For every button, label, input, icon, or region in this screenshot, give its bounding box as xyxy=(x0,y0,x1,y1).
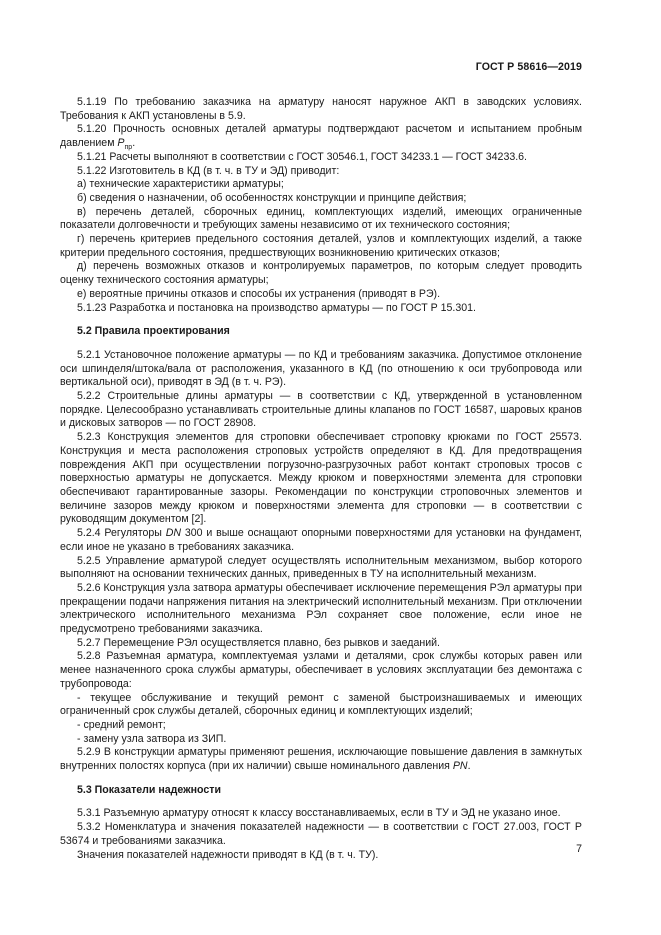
clause-5-2-7: 5.2.7 Перемещение РЭл осуществляется плавно, без рывков и заеданий. xyxy=(77,636,440,649)
clause-5-3-2: 5.3.2 Номенклатура и значения показателей надежности — в соответствии с ГОСТ 27.003, ГОСТ Р 53674 и требованиями заказчика. xyxy=(60,821,582,847)
standard-designation: ГОСТ Р 58616—2019 xyxy=(475,61,582,73)
list-item-b: б) сведения о назначении, об особенностях конструкции и принципе действия; xyxy=(77,191,467,204)
list-item-v: в) перечень деталей, сборочных единиц, комплектующих изделий, имеющих ограниченные показатели долговечности и требующих замены независимо от их технического состояния; xyxy=(60,205,582,232)
clause-5-2-2: 5.2.2 Строительные длины арматуры — в соответствии с КД, утвержденной в установленном порядке. Целесообразно устанавливать строительные длины клапанов по ГОСТ 16587, шаровых кранов и дисковых затворов — по ГОСТ 28908. xyxy=(60,390,582,430)
clause-5-2-3: 5.2.3 Конструкция элементов для строповки обеспечивает строповку крюками по ГОСТ 25573. Конструкция и места расположения строповых устройств определяют в КД. Для предотвращения повреждения АКП при осуществлении погрузочно-разгрузочных работ контакт строповых тросов с поверхностью арматуры не допускается. Между крюком и поверхностями элемента для строповки обеспечивают гарантированные зазоры. Рекомендации по конструкции строповочных элементов и величине зазоров между крюком и поверхностями элемента для строповки — в соответствии с руководящим документом [2]. xyxy=(60,431,582,526)
clause-5-1-20 xyxy=(60,123,582,150)
clause-text-end: 300 и выше оснащают опорными поверхностями для установки на фундамент, если иное не указано в требованиях заказчика. xyxy=(60,527,583,553)
dash-item-3: - замену узла затвора из ЗИП. xyxy=(77,732,227,745)
pressure-subscript: пр xyxy=(124,144,133,152)
clause-5-3-1: 5.3.1 Разъемную арматуру относят к классу восстанавливаемых, если в ТУ и ЭД не указано иное. xyxy=(77,807,561,820)
clause-text-end: . xyxy=(467,760,471,773)
dash-item-1: - текущее обслуживание и текущий ремонт с заменой быстроизнашиваемых и имеющих ограниченный срок службы деталей, сборочных единиц и комплектующих изделий; xyxy=(60,691,582,718)
clause-text: 5.1.20 Прочность основных деталей арматуры подтверждают расчетом и испытанием пробным давлением xyxy=(60,123,582,150)
clause-text: 5.2.9 В конструкции арматуры применяют решения, исключающие повышение давления в замкнутых внутренних полостях корпуса (при их наличии) свыше номинального давления xyxy=(60,746,582,773)
clause-5-1-21: 5.1.21 Расчеты выполняют в соответствии с ГОСТ 30546.1, ГОСТ 34233.1 — ГОСТ 34233.6. xyxy=(77,150,528,163)
dn-symbol: DN xyxy=(165,527,182,540)
list-item-g: г) перечень критериев предельного состояния деталей, узлов и комплектующих изделий, а также критерии предельного состояния, предшествующих возникновению критических отказов; xyxy=(60,233,582,259)
clause-5-1-22: 5.1.22 Изготовитель в КД (в т. ч. в ТУ и ЭД) приводит: xyxy=(77,164,340,177)
page-number: 7 xyxy=(576,843,582,855)
document-body xyxy=(60,96,582,862)
clause-text: 5.2.4 Регуляторы xyxy=(77,527,166,540)
clause-5-2-4 xyxy=(60,527,582,554)
clause-text-end: . xyxy=(132,137,136,150)
section-heading-5-3: 5.3 Показатели надежности xyxy=(77,783,221,796)
clause-5-1-23: 5.1.23 Разработка и постановка на производство арматуры — по ГОСТ Р 15.301. xyxy=(77,301,476,314)
list-item-e: е) вероятные причины отказов и способы их устранения (приводят в РЭ). xyxy=(77,287,441,300)
clause-5-1-19: 5.1.19 По требованию заказчика на арматуру наносят наружное АКП в заводских условиях. Требования к АКП установлены в 5.9. xyxy=(60,96,582,122)
list-item-d: д) перечень возможных отказов и контролируемых параметров, по которым следует проводить оценку технического состояния арматуры; xyxy=(60,260,582,287)
clause-5-2-8: 5.2.8 Разъемная арматура, комплектуемая узлами и деталями, срок службы которых равен или менее назначенного срока службы арматуры, обеспечивает в условиях эксплуатации без демонтажа с трубопровода: xyxy=(60,650,582,690)
dash-item-2: - средний ремонт; xyxy=(77,718,166,731)
clause-5-2-5: 5.2.5 Управление арматурой следует осуществлять исполнительным механизмом, выбор которого выполняют на основании технических данных, приведенных в ТУ на исполнительный механизм. xyxy=(60,554,582,581)
list-item-a: а) технические характеристики арматуры; xyxy=(77,178,284,191)
clause-5-3-2-continued: Значения показателей надежности приводят в КД (в т. ч. ТУ). xyxy=(77,848,379,861)
pn-symbol: PN xyxy=(452,760,468,773)
pressure-symbol: P xyxy=(117,137,125,150)
clause-5-2-1: 5.2.1 Установочное положение арматуры — по КД и требованиям заказчика. Допустимое отклонение оси шпинделя/штока/вала от расположения, указанного в КД (по отношению к оси трубопровода или вертикальной оси), приводят в ЭД (в т. ч. РЭ). xyxy=(60,348,582,389)
clause-5-2-9 xyxy=(60,746,582,773)
section-heading-5-2: 5.2 Правила проектирования xyxy=(77,325,230,338)
clause-5-2-6: 5.2.6 Конструкция узла затвора арматуры обеспечивает исключение перемещения РЭл арматуры при прекращении подачи напряжения питания на электрический исполнительный механизм. При отключении электрического исполнительного механизма РЭл сохраняет свое положение, если иное не предусмотрено требованиями заказчика. xyxy=(60,581,583,636)
